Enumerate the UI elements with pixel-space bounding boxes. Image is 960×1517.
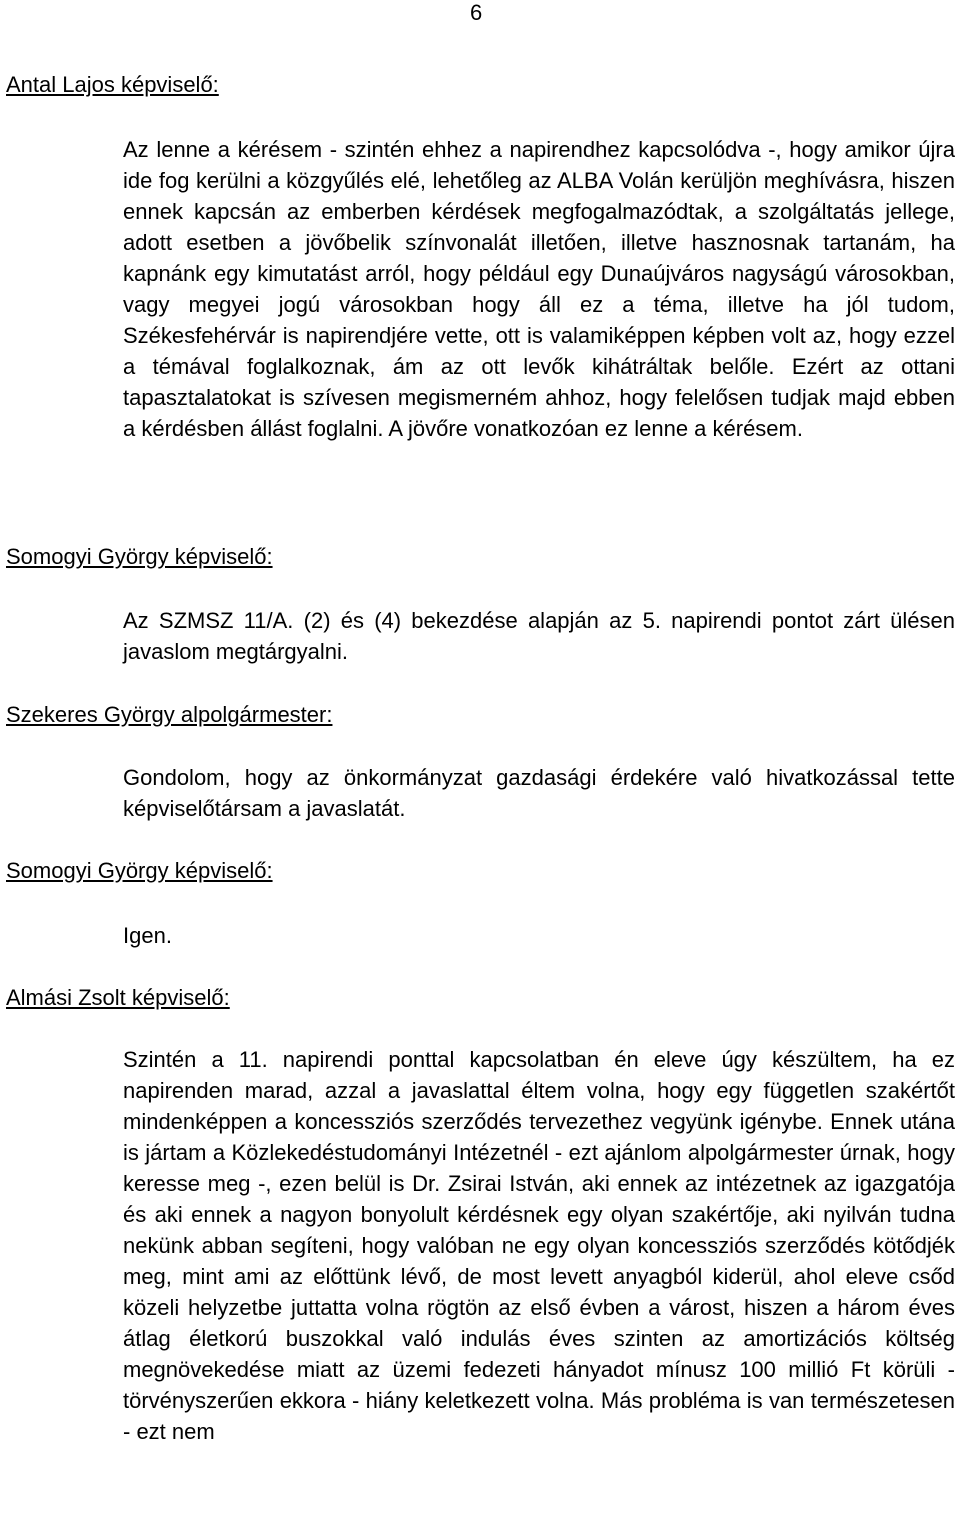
speech-text — [123, 762, 955, 824]
page-number: 6 — [470, 0, 483, 25]
speaker-name: Antal Lajos képviselő: — [6, 72, 219, 97]
speech-paragraph: Az lenne a kérésem - szintén ehhez a napirendhez kapcsolódva -, hogy amikor újra ide fog kerülni a közgyűlés elé, lehetőleg az ALBA Volán kerüljön meghívásra, hiszen ennek kapcsán az emberben kérdések megfogalmazódtak, a szolgáltatás jellege, adott esetben a jövőbelik színvonalát illetően, illetve hasznosnak tartanám, ha kapnánk egy kimutatást arról, hogy például egy Dunaújváros nagyságú városokban, vagy megyei jogú városokban hogy áll ez a téma, illetve ha jól tudom, Székesfehérvár is napirendjére vette, ott is valamiképpen képben volt az, hogy ezzel a témával foglalkoznak, ám az ott levők kihátráltak belőle. Ezért az ottani tapasztalatokat is szívesen megismerném ahhoz, hogy felelősen tudjak majd ebben a kérdésben állást foglalni. A jövőre vonatkozóan ez lenne a kérésem. — [123, 137, 955, 441]
speaker-name: Somogyi György képviselő: — [6, 544, 273, 569]
speech-text — [123, 920, 955, 951]
speech-paragraph: Gondolom, hogy az önkormányzat gazdasági érdekére való hivatkozással tette képviselőtársam a javaslatát. — [123, 765, 955, 821]
speech-text — [123, 134, 955, 444]
speech-paragraph: Igen. — [123, 923, 172, 948]
speaker-name: Somogyi György képviselő: — [6, 858, 273, 883]
speaker-name: Almási Zsolt képviselő: — [6, 985, 230, 1010]
speech-text — [123, 605, 955, 667]
speaker-name: Szekeres György alpolgármester: — [6, 702, 333, 727]
speech-paragraph: Szintén a 11. napirendi ponttal kapcsolatban én eleve úgy készültem, ha ez napirenden marad, azzal a javaslattal éltem volna, hogy egy független szakértőt mindenképpen a koncessziós szerződés tervezethez vegyünk igénybe. Ennek utána is jártam a Közlekedéstudományi Intézetnél - ezt ajánlom alpolgármester úrnak, hogy keresse meg -, ezen belül is Dr. Zsirai István, aki ennek az intézetnek az igazgatója és aki ennek a nagyon bonyolult kérdésnek egy olyan szakértője, aki nyilván tudna nekünk abban segíteni, hogy valóban ne egy olyan koncessziós szerződés kötődjék meg, mint ami az előttünk lévő, de most levett anyagból kiderül, ahol eleve csőd közeli helyzetbe juttatta volna rögtön az első évben a várost, hiszen a három éves átlag életkorú buszokkal való indulás éves szinten az amortizációs költség megnövekedése miatt az üzemi fedezeti hányadot mínusz 100 millió Ft körüli - törvényszerűen ekkora - hiány keletkezett volna. Más probléma is van természetesen - ezt nem — [123, 1047, 955, 1444]
speech-text — [123, 1044, 955, 1447]
speech-paragraph: Az SZMSZ 11/A. (2) és (4) bekezdése alapján az 5. napirendi pontot zárt ülésen javaslom megtárgyalni. — [123, 608, 955, 664]
